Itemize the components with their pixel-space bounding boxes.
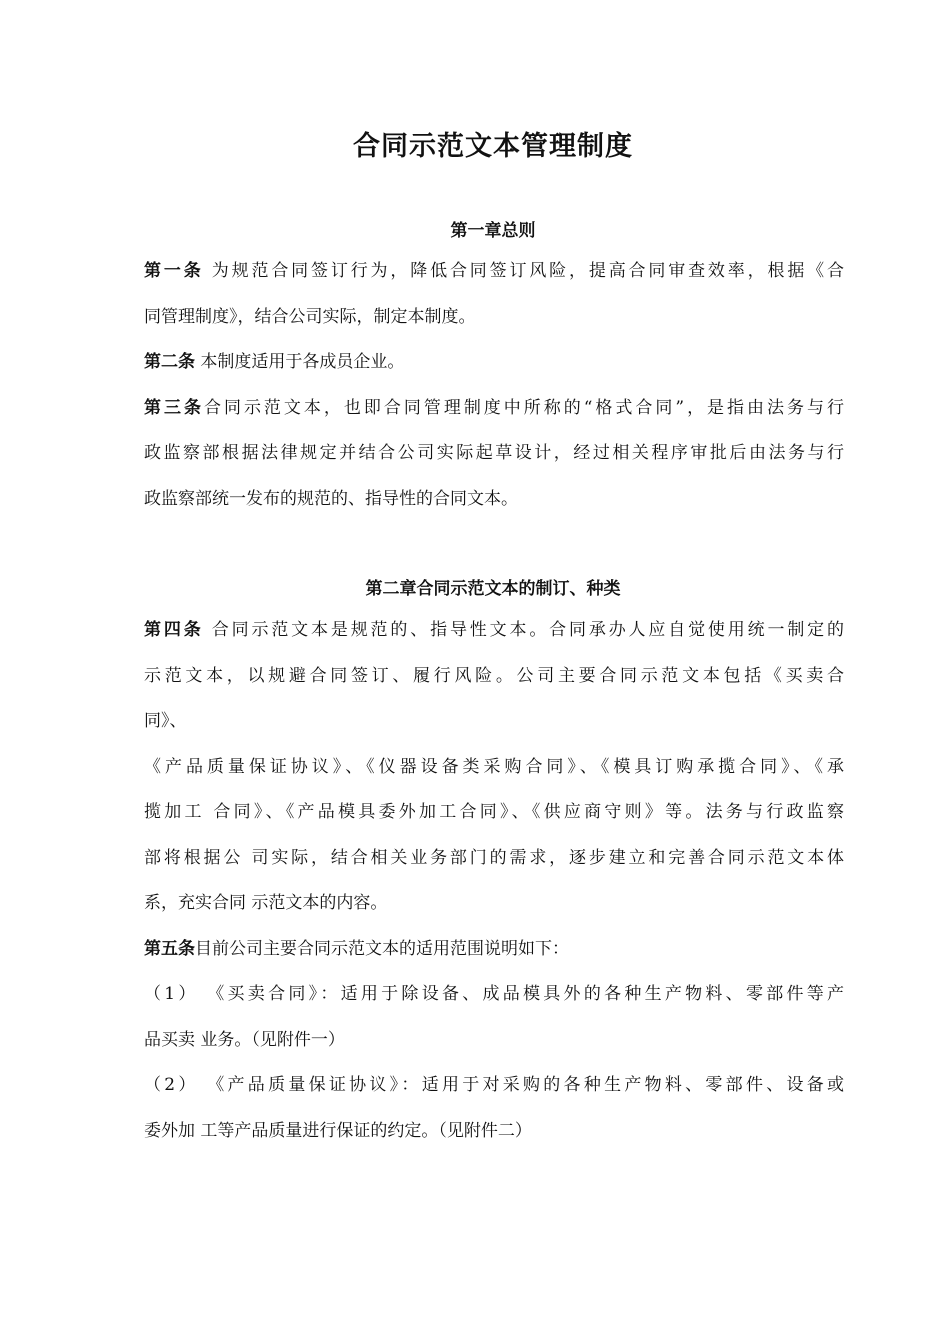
chapter-1-heading: 第一章总则 xyxy=(450,221,536,241)
article-1-label: 第一条 xyxy=(144,261,204,281)
article-3-line-2: 政监察部根据法律规定并结合公司实际起草设计，经过相关程序审批后由法务与行 xyxy=(144,443,844,463)
item-2-line-1: （2） 《产品质量保证协议》：适用于对采购的各种生产物料、零部件、设备或 xyxy=(144,1075,844,1095)
article-4-line-1 xyxy=(144,608,844,654)
article-4-line-3: 同》、 xyxy=(144,711,187,731)
article-2-text: 本制度适用于各成员企业。 xyxy=(195,352,405,372)
article-3-line-3: 政监察部统一发布的规范的、指导性的合同文本。 xyxy=(144,488,518,509)
article-3-line-1 xyxy=(144,386,844,432)
item-1-line-2: 品买卖 业务。（见附件一） xyxy=(144,1029,345,1050)
article-4-line-7: 系，充实合同 示范文本的内容。 xyxy=(144,893,388,913)
article-4-line-4: 《产品质量保证协议》、《仪器设备类采购合同》、《模具订购承揽合同》、《承 xyxy=(144,756,844,777)
article-5-label: 第五条 xyxy=(144,938,195,959)
chapter-1-body xyxy=(144,249,844,522)
article-2-line-1 xyxy=(144,340,844,386)
document-title: 合同示范文本管理制度 xyxy=(353,131,633,162)
article-4-line-5: 揽加工 合同》、《产品模具委外加工合同》、《供应商守则》等。法务与行政监察 xyxy=(144,802,844,822)
item-2-line-2: 委外加 工等产品质量进行保证的约定。（见附件二） xyxy=(144,1120,532,1141)
article-3-label: 第三条 xyxy=(144,397,204,418)
chapter-2-heading: 第二章合同示范文本的制订、种类 xyxy=(365,579,621,599)
item-1-line-1: （1） 《买卖合同》：适用于除设备、成品模具外的各种生产物料、零部件等产 xyxy=(144,984,844,1004)
article-1-text: 为规范合同签订行为，降低合同签订风险，提高合同审查效率，根据《合 xyxy=(203,261,845,281)
article-3-text: 合同示范文本，也即合同管理制度中所称的“格式合同”，是指由法务与行 xyxy=(203,397,844,418)
article-4-line-6: 部将根据公 司实际，结合相关业务部门的需求，逐步建立和完善合同示范文本体 xyxy=(144,847,844,868)
article-4-text: 合同示范文本是规范的、指导性文本。合同承办人应自觉使用统一制定的 xyxy=(203,620,845,640)
article-4-line-2: 示范文本，以规避合同签订、履行风险。公司主要合同示范文本包括《买卖合 xyxy=(144,665,844,686)
chapter-2-body xyxy=(144,608,844,1154)
article-5-text: 目前公司主要合同示范文本的适用范围说明如下： xyxy=(195,938,569,959)
article-5-line-1 xyxy=(144,927,844,973)
article-2-label: 第二条 xyxy=(144,352,195,372)
article-1-line-1 xyxy=(144,249,844,295)
article-4-label: 第四条 xyxy=(144,620,204,640)
article-1-line-2: 同管理制度》，结合公司实际，制定本制度。 xyxy=(144,306,476,327)
